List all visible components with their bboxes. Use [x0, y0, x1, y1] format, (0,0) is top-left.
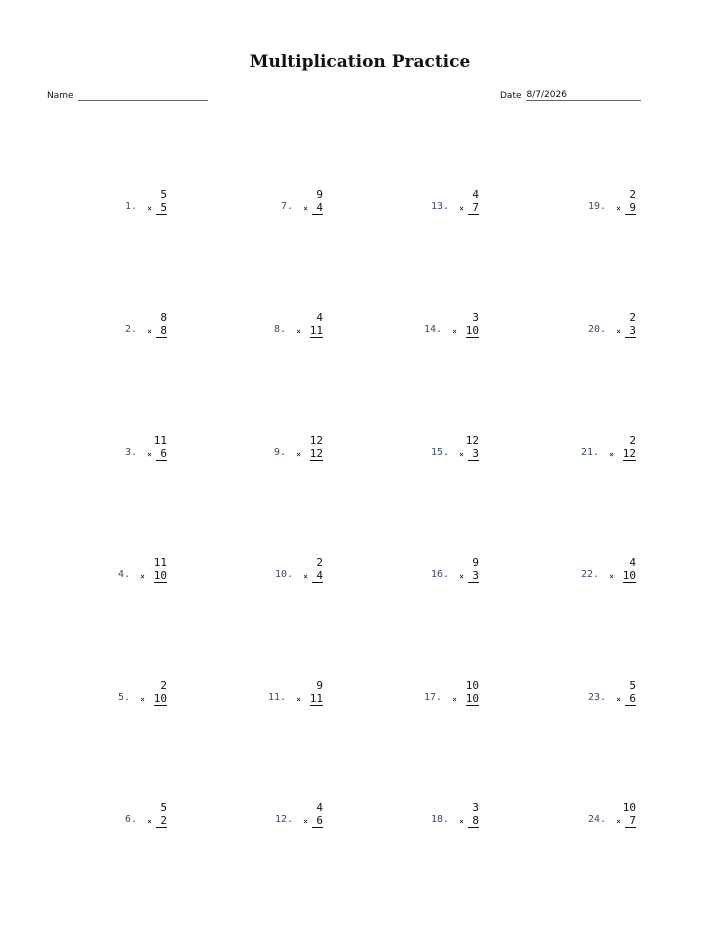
multiplier: 4: [312, 569, 323, 583]
times-sign: ×: [303, 572, 308, 581]
problem-item: [263, 434, 323, 468]
times-sign: ×: [296, 327, 301, 336]
problem-number: 21.: [580, 447, 599, 458]
multiplicand: 9: [316, 679, 323, 692]
problem-number: 14.: [423, 324, 442, 335]
times-sign: ×: [452, 695, 457, 704]
multiplier: 7: [468, 201, 479, 215]
multiplier: 3: [625, 324, 636, 338]
multiplicand: 11: [153, 434, 167, 447]
multiplicand: 8: [160, 311, 167, 324]
problem-number: 1.: [124, 201, 137, 212]
times-sign: ×: [296, 450, 301, 459]
problem-item: [107, 801, 167, 835]
times-sign: ×: [459, 204, 464, 213]
multiplicand: 9: [472, 556, 479, 569]
problem-item: [576, 188, 636, 222]
times-sign: ×: [147, 204, 152, 213]
multiplicand: 2: [160, 679, 167, 692]
problem-number: 10.: [274, 569, 293, 580]
times-sign: ×: [303, 817, 308, 826]
multiplier: 10: [153, 692, 167, 705]
page-title: Multiplication Practice: [249, 52, 471, 72]
times-sign: ×: [616, 204, 621, 213]
times-sign: ×: [296, 695, 301, 704]
multiplicand: 4: [629, 556, 636, 569]
problem-item: [107, 311, 167, 345]
multiplicand: 3: [472, 311, 479, 324]
problem-number: 24.: [587, 814, 606, 825]
multiplier: 10: [465, 324, 479, 337]
name-field: [47, 89, 208, 101]
problem-item: [263, 188, 323, 222]
multiplier: 6: [156, 447, 167, 461]
multiplicand: 2: [316, 556, 323, 569]
problem-number: 12.: [274, 814, 293, 825]
problem-number: 13.: [430, 201, 449, 212]
problem-number: 3.: [124, 447, 137, 458]
problem-item: [263, 679, 323, 713]
times-sign: ×: [616, 327, 621, 336]
multiplier: 3: [468, 569, 479, 583]
problem-number: 15.: [430, 447, 449, 458]
problem-number: 7.: [280, 201, 293, 212]
multiplier: 12: [309, 447, 323, 460]
multiplicand: 9: [316, 188, 323, 201]
multiplier: 10: [465, 692, 479, 705]
times-sign: ×: [147, 327, 152, 336]
problem-item: [107, 434, 167, 468]
multiplicand: 5: [160, 801, 167, 814]
multiplicand: 4: [316, 801, 323, 814]
problem-item: [576, 434, 636, 468]
problem-item: [107, 679, 167, 713]
problem-number: 5.: [117, 692, 130, 703]
problem-number: 20.: [587, 324, 606, 335]
problem-item: [576, 556, 636, 590]
date-label: Date: [500, 91, 522, 101]
multiplier: 3: [468, 447, 479, 461]
multiplicand: 2: [629, 311, 636, 324]
multiplier: 2: [156, 814, 167, 828]
problem-item: [107, 188, 167, 222]
problem-number: 6.: [124, 814, 137, 825]
multiplier: 10: [622, 569, 636, 582]
multiplier: 4: [312, 201, 323, 215]
problem-item: [263, 556, 323, 590]
times-sign: ×: [147, 817, 152, 826]
times-sign: ×: [616, 695, 621, 704]
times-sign: ×: [609, 572, 614, 581]
multiplicand: 4: [316, 311, 323, 324]
problem-item: [419, 679, 479, 713]
multiplier: 9: [625, 201, 636, 215]
problem-number: 18.: [430, 814, 449, 825]
multiplier: 8: [156, 324, 167, 338]
problem-item: [419, 311, 479, 345]
multiplicand: 5: [629, 679, 636, 692]
name-line[interactable]: [78, 89, 208, 101]
problem-item: [263, 801, 323, 835]
problem-item: [419, 188, 479, 222]
times-sign: ×: [140, 572, 145, 581]
multiplier: 10: [153, 569, 167, 582]
problem-number: 17.: [423, 692, 442, 703]
times-sign: ×: [459, 450, 464, 459]
times-sign: ×: [147, 450, 152, 459]
multiplier: 12: [622, 447, 636, 460]
problem-number: 19.: [587, 201, 606, 212]
problem-number: 16.: [430, 569, 449, 580]
multiplicand: 5: [160, 188, 167, 201]
multiplicand: 12: [465, 434, 479, 447]
multiplicand: 12: [309, 434, 323, 447]
problem-number: 8.: [273, 324, 286, 335]
problem-number: 22.: [580, 569, 599, 580]
problem-item: [107, 556, 167, 590]
problem-number: 4.: [117, 569, 130, 580]
multiplier: 11: [309, 692, 323, 705]
problem-item: [576, 679, 636, 713]
times-sign: ×: [303, 204, 308, 213]
multiplier: 8: [468, 814, 479, 828]
problem-item: [419, 801, 479, 835]
problem-item: [576, 311, 636, 345]
times-sign: ×: [459, 572, 464, 581]
multiplicand: 4: [472, 188, 479, 201]
problem-number: 9.: [273, 447, 286, 458]
times-sign: ×: [616, 817, 621, 826]
multiplicand: 10: [465, 679, 479, 692]
multiplier: 11: [309, 324, 323, 337]
multiplicand: 2: [629, 188, 636, 201]
multiplier: 7: [625, 814, 636, 828]
times-sign: ×: [609, 450, 614, 459]
multiplier: 6: [312, 814, 323, 828]
times-sign: ×: [140, 695, 145, 704]
problem-number: 11.: [267, 692, 286, 703]
date-field: [500, 89, 641, 101]
multiplier: 6: [625, 692, 636, 706]
multiplicand: 3: [472, 801, 479, 814]
name-label: Name: [47, 91, 74, 101]
date-line[interactable]: 8/7/2026: [526, 89, 641, 101]
multiplicand: 2: [629, 434, 636, 447]
problem-item: [419, 434, 479, 468]
times-sign: ×: [459, 817, 464, 826]
multiplicand: 10: [622, 801, 636, 814]
multiplier: 5: [156, 201, 167, 215]
problem-number: 2.: [124, 324, 137, 335]
problem-item: [576, 801, 636, 835]
problem-item: [263, 311, 323, 345]
problem-number: 23.: [587, 692, 606, 703]
multiplicand: 11: [153, 556, 167, 569]
times-sign: ×: [452, 327, 457, 336]
problem-item: [419, 556, 479, 590]
